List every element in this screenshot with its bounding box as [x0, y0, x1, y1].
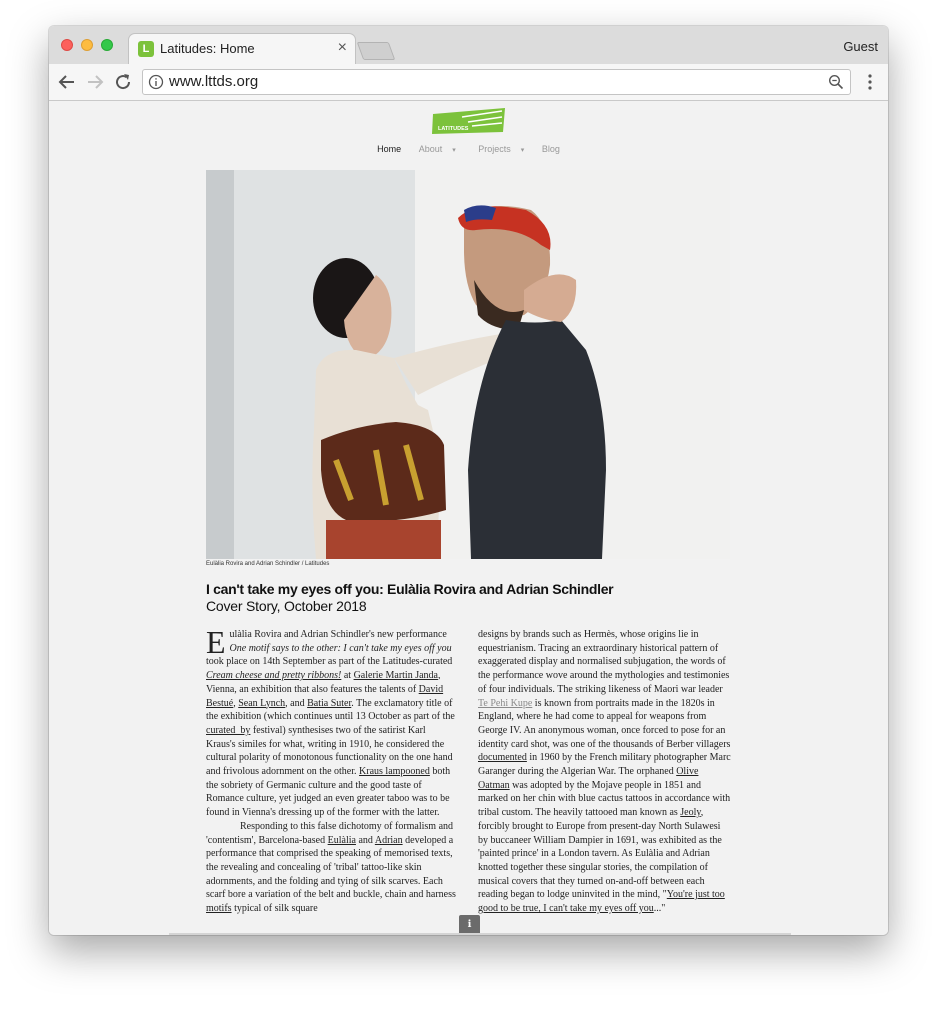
nav-about-label: About	[418, 144, 443, 154]
info-toggle-button[interactable]	[459, 915, 480, 935]
text-run: typical of silk square	[231, 903, 318, 915]
performance-title: One motif says to the other: I can't take my eyes off you	[229, 642, 452, 654]
window-maximize-button[interactable]	[101, 39, 113, 51]
link-galerie-martin-janda[interactable]: Galerie Martin Janda	[353, 670, 438, 682]
text-run: , Vienna, an exhibition that also features the talents of	[206, 670, 441, 695]
article-column-right	[478, 628, 732, 916]
text-run: . The exclamatory title of the exhibition (which continues until 13 October as part of the	[206, 697, 455, 723]
nav-about[interactable]	[414, 144, 461, 154]
bottom-divider	[169, 933, 791, 935]
image-caption: Eulàlia Rovira and Adrian Schindler / Latitudes	[206, 561, 330, 567]
text-run: at	[341, 670, 354, 682]
link-adrian[interactable]: Adrian	[374, 834, 403, 846]
tab-close-icon[interactable]: ×	[337, 39, 347, 56]
info-icon: ℹ	[467, 919, 472, 930]
browser-menu-button[interactable]	[860, 72, 880, 92]
title-bar	[49, 26, 888, 64]
reload-button[interactable]	[111, 70, 135, 94]
window-close-button[interactable]	[61, 39, 73, 51]
link-curated-by[interactable]: curated_by	[206, 724, 251, 736]
window-minimize-button[interactable]	[81, 39, 93, 51]
back-button[interactable]	[55, 70, 79, 94]
link-olive-oatman[interactable]: Olive Oatman	[478, 766, 699, 791]
nav-projects[interactable]	[473, 144, 529, 154]
info-icon[interactable]	[148, 74, 164, 90]
reload-icon	[111, 70, 135, 94]
link-jeoly[interactable]: Jeoly	[680, 807, 701, 819]
arrow-right-icon	[83, 70, 107, 94]
article-subtitle: Cover Story, October 2018	[206, 598, 367, 614]
site-navigation	[49, 144, 888, 154]
drop-cap: E	[206, 624, 226, 660]
address-bar[interactable]	[142, 69, 851, 95]
zoom-icon[interactable]	[828, 74, 844, 90]
link-song-quote[interactable]: You're just too good to be true, I can't take my eyes off you	[478, 889, 725, 915]
text-run: ,	[233, 697, 239, 709]
text-run: ..."	[653, 903, 666, 915]
text-run: developed a performance that comprised the speaking of memorised texts, the revealing and concealing of 'tribal' tattoo-like skin adornments, and the folding and tying of silk scarves. Each scarf bore a variation of the belt and buckle, chain and harness	[206, 834, 456, 901]
more-vert-icon	[860, 72, 880, 92]
caret-down-icon: ▾	[452, 147, 456, 154]
caret-down-icon: ▾	[520, 147, 525, 154]
text-run: Responding to this false dichotomy of formalism and 'contentism', Barcelona-based	[206, 820, 454, 846]
nav-blog[interactable]: Blog	[541, 144, 560, 154]
link-te-pehi-kupe[interactable]: Te Pehi Kupe	[478, 697, 533, 709]
link-eulalia[interactable]: Eulàlia	[327, 834, 356, 846]
article-title: I can't take my eyes off you: Eulàlia Rovira and Adrian Schindler	[206, 581, 614, 597]
link-batia-suter[interactable]: Batia Suter	[307, 697, 352, 709]
text-run: took place on 14th September as part of the Latitudes-curated	[206, 656, 453, 668]
text-run: festival) synthesises two of the satirist Karl Kraus's similes for what, writing in 1910, he considered the cultural polarity of monotonous functionality on the one hand and frivolous adornment on the other.	[206, 724, 453, 778]
nav-projects-label: Projects	[478, 144, 511, 154]
tab-title: Latitudes: Home	[160, 41, 255, 56]
forward-button[interactable]	[83, 70, 107, 94]
text-run: designs by brands such as Hermès, whose origins lie in equestrianism. Tracing an extraordinary historical pattern of exaggerated display and normalised subjugation, the words of the performance wove around the mythologies and testimonies of four individuals. The striking likeness of Maori war leader	[478, 629, 730, 695]
text-run: , forcibly brought to Europe from present-day North Sulawesi by buccaneer William Dampier in 1691, was exhibited as the 'painted prince' in a London tavern. As Eulàlia and Adrian knotted together these singular stories, the compilation of musical covers that they turned on-and-off between each reading began to lodge uninvited in the mind, "	[478, 807, 722, 901]
latitudes-logo[interactable]	[432, 108, 506, 134]
hero-photo	[206, 170, 730, 559]
browser-window	[49, 26, 888, 935]
link-david-bestue[interactable]: David Bestué	[206, 683, 444, 709]
link-cream-cheese[interactable]: Cream cheese and pretty ribbons!	[206, 670, 342, 682]
page-content	[49, 101, 888, 935]
profile-button[interactable]: Guest	[843, 39, 878, 54]
link-motifs[interactable]: motifs	[206, 903, 232, 915]
text-run: is known from portraits made in the 1820s in England, where he had come to appeal for weapons from George IV. An anonymous woman, once forced to pose for an identity card shot, was one of the thousands of Berber villagers	[478, 697, 731, 750]
article-column-left	[206, 624, 456, 916]
new-tab-button[interactable]	[357, 42, 396, 60]
link-documented[interactable]: documented	[478, 752, 527, 764]
nav-home[interactable]: Home	[377, 144, 402, 154]
site-favicon-icon: L	[138, 41, 154, 57]
text-run: was adopted by the Mojave people in 1851 and marked on her chin with blue cactus tattoos in accordance with tribal custom. The heavily tattooed man known as	[478, 779, 731, 819]
text-run: , and	[285, 697, 308, 709]
arrow-left-icon	[55, 70, 79, 94]
link-kraus-lampooned[interactable]: Kraus lampooned	[359, 766, 430, 778]
browser-toolbar	[49, 64, 888, 101]
text-run: ulàlia Rovira and Adrian Schindler's new performance	[229, 629, 447, 640]
article-paragraph	[206, 820, 456, 916]
text-run: and	[355, 834, 375, 846]
url-text: www.lttds.org	[169, 73, 259, 90]
text-run: both the sobriety of Germanic culture and the good taste of Romance culture, yet judged an even greater taboo was to be found in Vienna's dressing up of the former with the latter.	[206, 766, 451, 819]
tab-latitudes-home[interactable]	[129, 34, 355, 64]
article-paragraph	[206, 624, 456, 820]
text-run: in 1960 by the French military photographer Marc Garanger during the Algerian War. The orphaned	[478, 752, 731, 778]
article-paragraph	[478, 628, 732, 916]
link-sean-lynch[interactable]: Sean Lynch	[238, 697, 286, 709]
logo-text: LATITUDES	[438, 126, 469, 132]
